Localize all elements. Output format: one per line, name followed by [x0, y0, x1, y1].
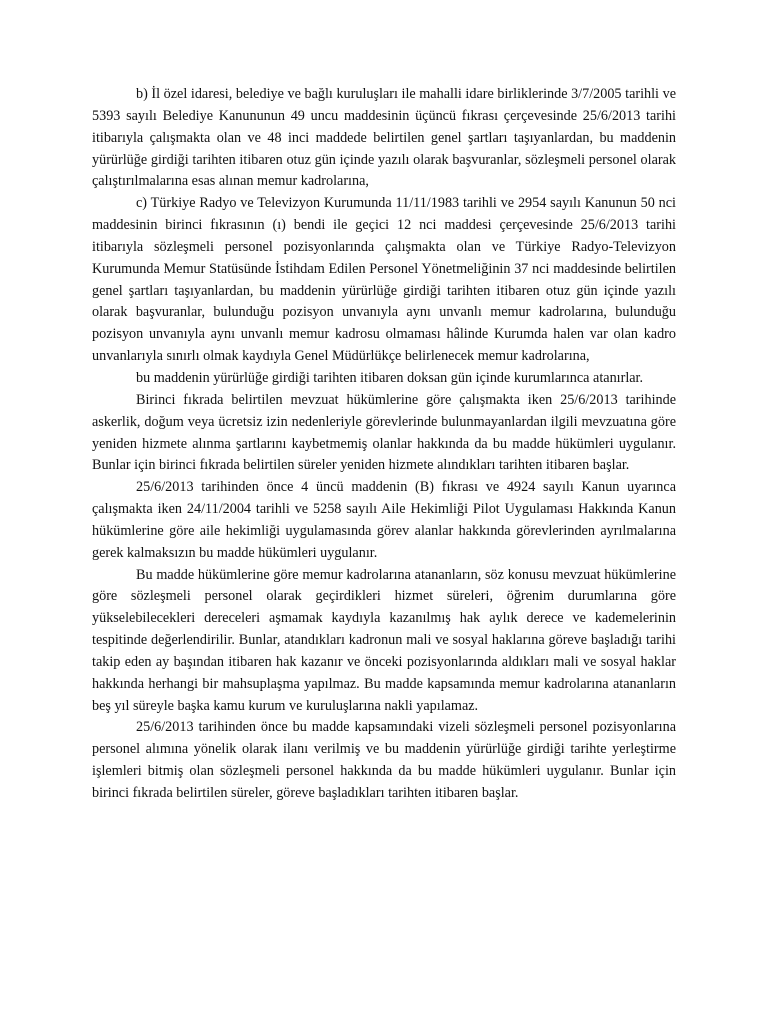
paragraph-askerlik-dogum-izin: Birinci fıkrada belirtilen mevzuat hükümlerine göre çalışmakta iken 25/6/2013 tarihinde askerlik, doğum veya ücretsiz izin nedenleriyle görevlerinde bulunmayanlardan ilgili mevzuatına göre yeniden hizmete alınma şartlarını kaybetmemiş olanlar hakkında da bu madde hükümleri uygulanır. Bunlar için birinci fıkrada belirtilen süreler yeniden hizmete alındıkları tarihten itibaren başlar.: [92, 391, 676, 474]
paragraph-b-il-ozel-idaresi: b) İl özel idaresi, belediye ve bağlı kuruluşları ile mahalli idare birliklerinde 3/7/2005 tarihli ve 5393 sayılı Belediye Kanununun 49 uncu maddesinin üçüncü fıkrası çerçevesinde 25/6/2013 tarihi itibarıyla çalışmakta olan ve 48 inci maddede belirtilen genel şartları taşıyanlardan, bu maddenin yürürlüğe girdiği tarihten itibaren otuz gün içinde yazılı olarak başvuranlar, sözleşmeli personel olarak çalıştırılmalarına esas alınan memur kadrolarına,: [92, 86, 676, 190]
paragraph-c-trt: c) Türkiye Radyo ve Televizyon Kurumunda 11/11/1983 tarihli ve 2954 sayılı Kanunun 50 nci maddesinin birinci fıkrasının (ı) bendi ile geçici 12 nci maddesi çerçevesinde 25/6/2013 tarihi itibarıyla sözleşmeli personel pozisyonlarında çalışmakta olan ve Türkiye Radyo-Televizyon Kurumunda Memur Statüsünde İstihdam Edilen Personel Yönetmeliğinin 37 nci maddesinde belirtilen genel şartları taşıyanlardan, bu maddenin yürürlüğe girdiği tarihten itibaren otuz gün içinde yazılı olarak başvuranlar, bulunduğu pozisyon unvanıyla aynı unvanlı memur kadrolarına, bulunduğu pozisyon unvanıyla aynı unvanlı memur kadrosu olmaması hâlinde Kurumda halen var olan kadro unvanlarıyla sınırlı olmak kaydıyla Genel Müdürlükçe belirlenecek memur kadrolarına,: [92, 195, 676, 365]
paragraph-hizmet-sureleri: Bu madde hükümlerine göre memur kadrolarına atananların, söz konusu mevzuat hükümlerine göre sözleşmeli personel olarak geçirdikleri hizmet süreleri, öğrenim durumlarına göre yükselebilecekleri dereceleri aşmamak kaydıyla kazanılmış hak aylık derece ve kademelerinin tespitinde değerlendirilir. Bunlar, atandıkları kadronun mali ve sosyal haklarına göreve başladığı tarihi takip eden ay başından itibaren hak kazanır ve önceki pozisyonlarında aldıkları mali ve sosyal haklar hakkında herhangi bir mahsuplaşma yapılmaz. Bu madde kapsamında memur kadrolarına atananların beş yıl süreyle başka kamu kurum ve kuruluşlarına nakli yapılamaz.: [92, 566, 676, 714]
paragraph-vizeli-sozlesmeli: 25/6/2013 tarihinden önce bu madde kapsamındaki vizeli sözleşmeli personel pozisyonlarına personel alımına yönelik olarak ilanı verilmiş ve bu maddenin yürürlüğe girdiği tarihte yerleştirme işlemleri bitmiş olan sözleşmeli personel hakkında da bu madde hükümleri uygulanır. Bunlar için birinci fıkrada belirtilen süreler, göreve başladıkları tarihten itibaren başlar.: [92, 719, 676, 801]
paragraph-aile-hekimligi: 25/6/2013 tarihinden önce 4 üncü maddenin (B) fıkrası ve 4924 sayılı Kanun uyarınca çalışmakta iken 24/11/2004 tarihli ve 5258 sayılı Aile Hekimliği Pilot Uygulaması Hakkında Kanun hükümlerine göre aile hekimliği uygulamasında görev alanlar hakkında görevlerinden ayrılmalarına gerek kalmaksızın bu madde hükümleri uygulanır.: [92, 479, 676, 561]
paragraph-atanirlar: bu maddenin yürürlüğe girdiği tarihten itibaren doksan gün içinde kurumlarınca atanırlar.: [136, 369, 644, 386]
